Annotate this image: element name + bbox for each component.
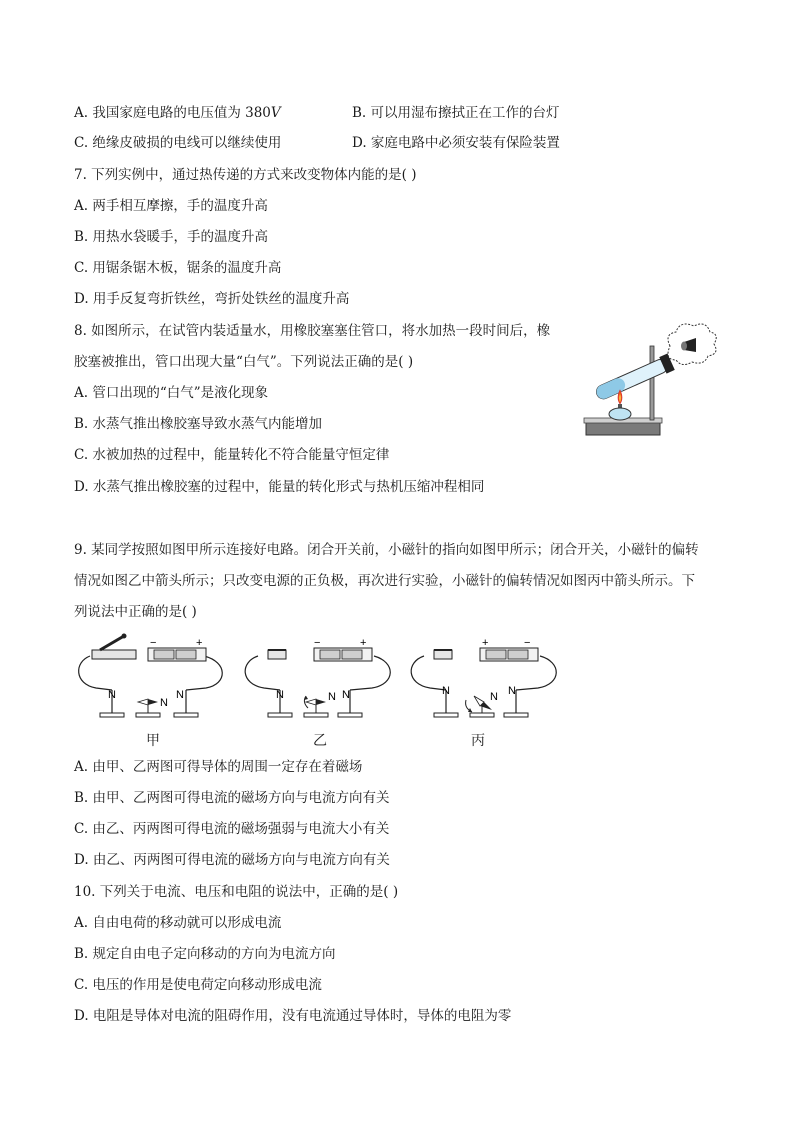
- q9-option-b: B. 由甲、乙两图可得电流的磁场方向与电流方向有关: [74, 790, 390, 806]
- q7-option-c: C. 用锯条锯木板，锯条的温度升高: [74, 260, 282, 276]
- q8-option-b: B. 水蒸气推出橡胶塞导致水蒸气内能增加: [74, 416, 323, 432]
- q10-option-d: D. 电阻是导体对电流的阻碍作用，没有电流通过导体时，导体的电阻为零: [74, 1008, 512, 1024]
- pole-n-label: N: [490, 691, 498, 703]
- q6-option-a-text: A. 我国家庭电路的电压值为 380: [74, 105, 271, 121]
- plus-sign: +: [482, 637, 489, 649]
- pole-n-label: N: [160, 697, 168, 709]
- q9-figure-yi: [238, 632, 396, 724]
- switch-base: [92, 650, 136, 659]
- q9-figure-jia: [72, 632, 230, 724]
- switch-closed: [268, 650, 286, 659]
- alcohol-lamp: [609, 408, 631, 420]
- q9-option-d: D. 由乙、丙两图可得电流的磁场方向与电流方向有关: [74, 852, 390, 868]
- pole-n-label: N: [276, 689, 284, 701]
- q6-option-a: [74, 104, 281, 122]
- switch-closed: [434, 650, 452, 659]
- figure-label-yi: 乙: [313, 733, 327, 749]
- compass-needle: [138, 699, 148, 705]
- q8-stem-line1: 8. 如图所示，在试管内装适量水，用橡胶塞塞住管口，将水加热一段时间后，橡: [74, 323, 551, 339]
- open-switch: [100, 636, 124, 650]
- q9-option-c: C. 由乙、丙两图可得电流的磁场强弱与电流大小有关: [74, 821, 390, 837]
- stand-base: [586, 422, 660, 435]
- minus-sign: −: [524, 637, 531, 649]
- compass-needle: [306, 699, 316, 705]
- q7-option-b: B. 用热水袋暖手，手的温度升高: [74, 229, 269, 245]
- pole-n-label: N: [442, 685, 450, 697]
- minus-sign: −: [314, 637, 321, 649]
- q9-figure-bing: [404, 632, 562, 724]
- q8-stem-line2: 胶塞被推出，管口出现大量“白气”。下列说法正确的是( ): [74, 354, 414, 370]
- q9-stem-line2: 情况如图乙中箭头所示；只改变电源的正负极，再次进行实验，小磁针的偏转情况如图丙中箭头所示。下: [74, 573, 695, 589]
- q10-option-c: C. 电压的作用是使电荷定向移动形成电流: [74, 977, 322, 993]
- q9-stem-line1: 9. 某同学按照如图甲所示连接好电路。闭合开关前，小磁针的指向如图甲所示；闭合开关，小磁针的偏转: [74, 542, 699, 558]
- q8-option-a: A. 管口出现的“白气”是液化现象: [74, 385, 269, 401]
- figure-label-bing: 丙: [471, 733, 485, 749]
- q6-option-d: D. 家庭电路中必须安装有保险装置: [352, 135, 560, 151]
- q10-stem: 10. 下列关于电流、电压和电阻的说法中，正确的是( ): [74, 884, 399, 900]
- test-tube: [593, 353, 674, 402]
- q8-test-tube-figure: [580, 318, 720, 444]
- pole-n-label: N: [342, 689, 350, 701]
- plus-sign: +: [196, 637, 203, 649]
- q9-option-a: A. 由甲、乙两图可得导体的周围一定存在着磁场: [74, 759, 363, 775]
- q6-option-a-unit: V: [270, 105, 281, 121]
- pole-n-label: N: [328, 691, 336, 703]
- q7-option-a: A. 两手相互摩擦，手的温度升高: [74, 198, 268, 214]
- pole-n-label: N: [176, 689, 184, 701]
- stand-rod: [650, 346, 654, 420]
- q10-option-b: B. 规定自由电子定向移动的方向为电流方向: [74, 946, 336, 962]
- q6-option-b: B. 可以用湿布擦拭正在工作的台灯: [352, 105, 560, 121]
- q9-stem-line3: 列说法中正确的是( ): [74, 604, 197, 620]
- minus-sign: −: [150, 637, 157, 649]
- figure-label-jia: 甲: [146, 733, 160, 749]
- q10-option-a: A. 自由电荷的移动就可以形成电流: [74, 915, 282, 931]
- q7-option-d: D. 用手反复弯折铁丝，弯折处铁丝的温度升高: [74, 291, 350, 307]
- q6-option-c: C. 绝缘皮破损的电线可以继续使用: [74, 135, 282, 151]
- pole-n-label: N: [108, 689, 116, 701]
- plus-sign: +: [360, 637, 367, 649]
- pole-n-label: N: [508, 685, 516, 697]
- q8-option-d: D. 水蒸气推出橡胶塞的过程中，能量的转化形式与热机压缩冲程相同: [74, 479, 485, 495]
- q8-option-c: C. 水被加热的过程中，能量转化不符合能量守恒定律: [74, 447, 390, 463]
- q7-stem: 7. 下列实例中，通过热传递的方式来改变物体内能的是( ): [74, 167, 417, 183]
